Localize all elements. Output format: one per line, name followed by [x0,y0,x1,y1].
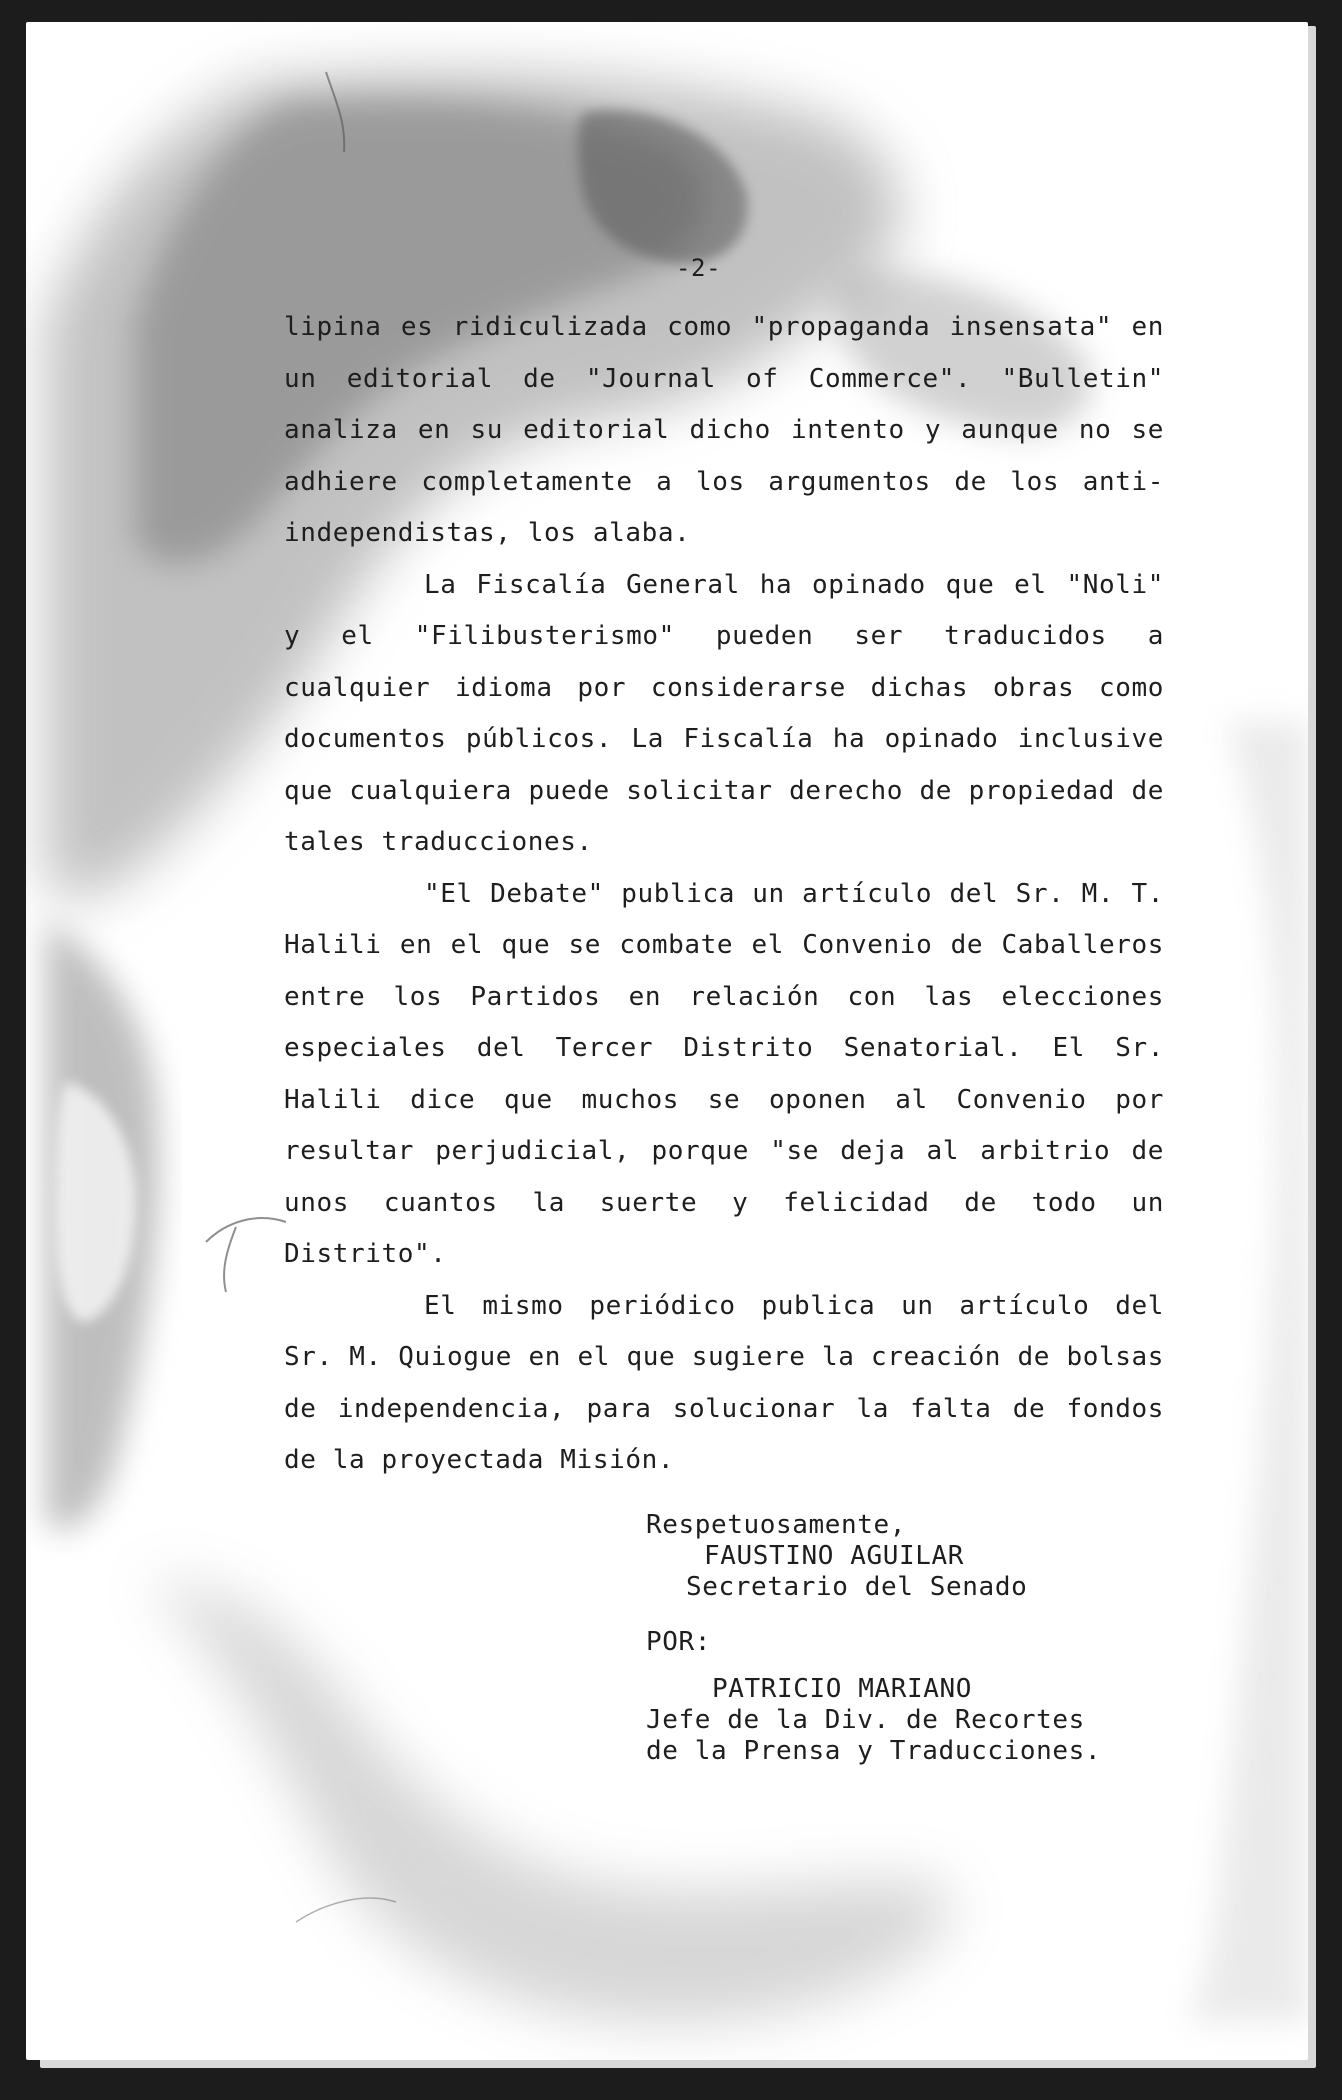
paragraph-1: lipina es ridiculizada como "propaganda insensata" en un editorial de "Journal of Commerce". "Bulletin" analiza en su editorial dicho intento y aunque no se adhiere completamente a los argumentos de los anti-independistas, los alaba. [284,312,1164,548]
second-signer-name: PATRICIO MARIANO [712,1674,973,1704]
second-signer-title-line1: Jefe de la Div. de Recortes [646,1705,1085,1735]
signer-name: FAUSTINO AGUILAR [704,1541,965,1571]
closing-block [646,1510,1166,1767]
document-page [26,22,1308,2060]
salutation: Respetuosamente, [646,1510,907,1540]
document-body [284,302,1164,1487]
second-signer-title-line2: de la Prensa y Traducciones. [646,1736,1102,1766]
page-number: -2- [676,254,722,282]
paragraph-4: El mismo periódico publica un artículo del Sr. M. Quiogue en el que sugiere la creación de bolsas de independencia, para solucionar la falta de fondos de la proyectada Misión. [284,1290,1164,1475]
paragraph-3: "El Debate" publica un artículo del Sr. M. T. Halili en el que se combate el Convenio de Caballeros entre los Partidos en relación con las elecciones especiales del Tercer Distrito Senatorial. El Sr. Halili dice que muchos se oponen al Convenio por resultar perjudicial, porque "se deja al arbitrio de unos cuantos la suerte y felicidad de todo un Distrito". [284,878,1164,1269]
por-label: POR: [646,1627,712,1657]
signer-title: Secretario del Senado [686,1572,1028,1602]
paragraph-2: La Fiscalía General ha opinado que el "Noli" y el "Filibusterismo" pueden ser traducidos a cualquier idioma por considerarse dichas obras como documentos públicos. La Fiscalía ha opinado inclusive que cualquiera puede solicitar derecho de propiedad de tales traducciones. [284,569,1164,857]
